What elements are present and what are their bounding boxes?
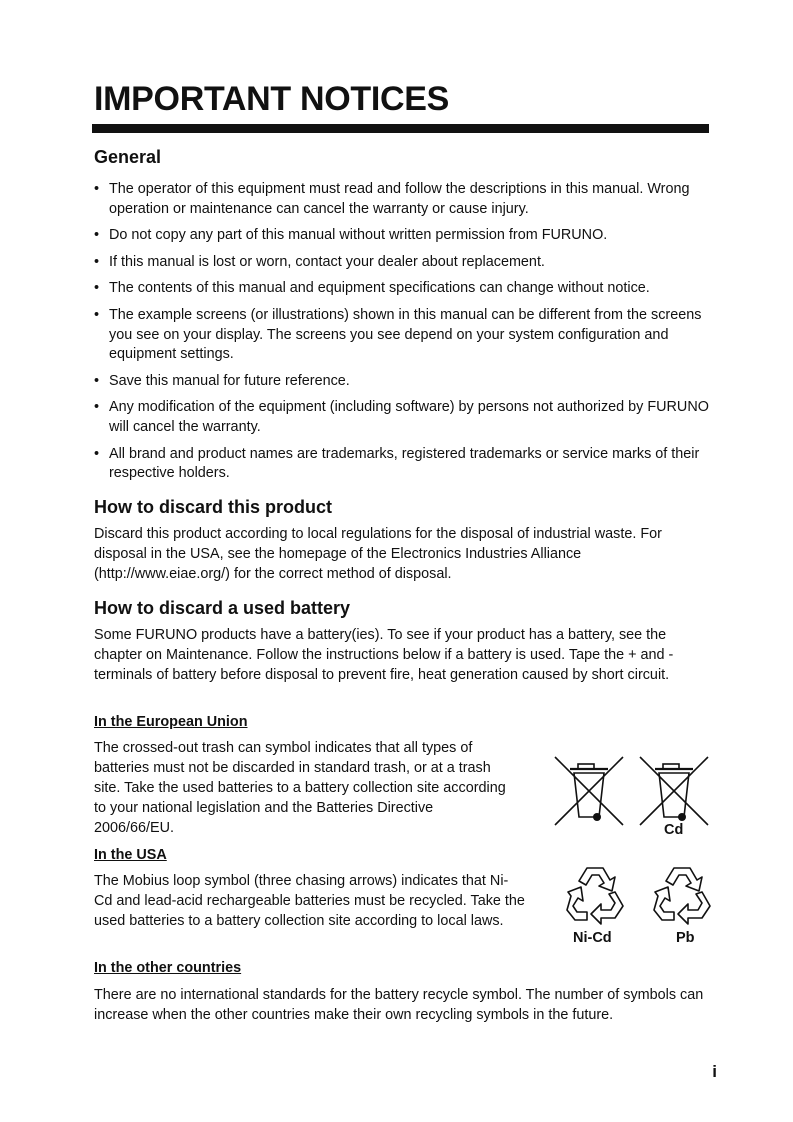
eu-heading: In the European Union — [94, 714, 248, 730]
other-text: There are no international standards for the battery recycle symbol. The number of symbols can increase when the other countries make their own recycling symbols in the future. — [94, 987, 704, 1023]
list-item: • The operator of this equipment must read and follow the descriptions in this manual. Wrong operation or maintenance can cancel the warranty or cause injury. — [94, 180, 714, 219]
list-item: • Save this manual for future reference. — [94, 372, 714, 392]
other-heading: In the other countries — [94, 960, 242, 976]
page-number: i — [712, 1062, 717, 1081]
cd-symbol-label: Cd — [664, 822, 684, 838]
discard-product-heading: How to discard this product — [94, 497, 333, 517]
recycle-pb-icon — [650, 862, 714, 926]
general-heading: General — [94, 147, 162, 167]
recycle-icon — [563, 862, 627, 926]
usa-text: The Mobius loop symbol (three chasing arrows) indicates that Ni-Cd and lead-acid rechargeable batteries must be recycled. Take the used batteries to a battery collection site according to local laws. — [94, 873, 525, 929]
list-item: • If this manual is lost or worn, contact your dealer about replacement. — [94, 253, 714, 273]
nicd-symbol-label: Ni-Cd — [573, 930, 612, 946]
crossed-out-trash-can-icon — [553, 755, 625, 827]
list-item: • The example screens (or illustrations) shown in this manual can be different from the screens you see on your display. The screens you see depend on your system configuration and equipment settings. — [94, 306, 714, 365]
pb-symbol-label: Pb — [676, 930, 695, 946]
discard-battery-heading: How to discard a used battery — [94, 598, 351, 618]
list-item: • Do not copy any part of this manual without written permission from FURUNO. — [94, 226, 714, 246]
list-item: • The contents of this manual and equipment specifications can change without notice. — [94, 279, 714, 299]
page-title: IMPORTANT NOTICES — [94, 80, 450, 118]
general-bullet-list — [94, 180, 714, 491]
title-rule — [92, 124, 709, 133]
crossed-out-trash-can-cd-icon — [638, 755, 710, 827]
eu-text: The crossed-out trash can symbol indicates that all types of batteries must not be discarded in standard trash, or at a trash site. Take the used batteries to a battery collection site according to your national legislation and the Batteries Directive 2006/66/EU. — [94, 740, 506, 836]
discard-battery-text: Some FURUNO products have a battery(ies). To see if your product has a battery, see the chapter on Maintenance. Follow the instructions below if a battery is used. Tape the + and - terminals of battery before disposal to prevent fire, heat generation caused by short circuit. — [94, 627, 674, 683]
list-item: • All brand and product names are trademarks, registered trademarks or service marks of their respective holders. — [94, 445, 714, 484]
list-item: • Any modification of the equipment (including software) by persons not authorized by FURUNO will cancel the warranty. — [94, 398, 714, 437]
discard-product-text: Discard this product according to local regulations for the disposal of industrial waste. For disposal in the USA, see the homepage of the Electronics Industries Alliance (http://www.eiae.org/) for the correct method of disposal. — [94, 526, 662, 582]
usa-heading: In the USA — [94, 847, 167, 863]
